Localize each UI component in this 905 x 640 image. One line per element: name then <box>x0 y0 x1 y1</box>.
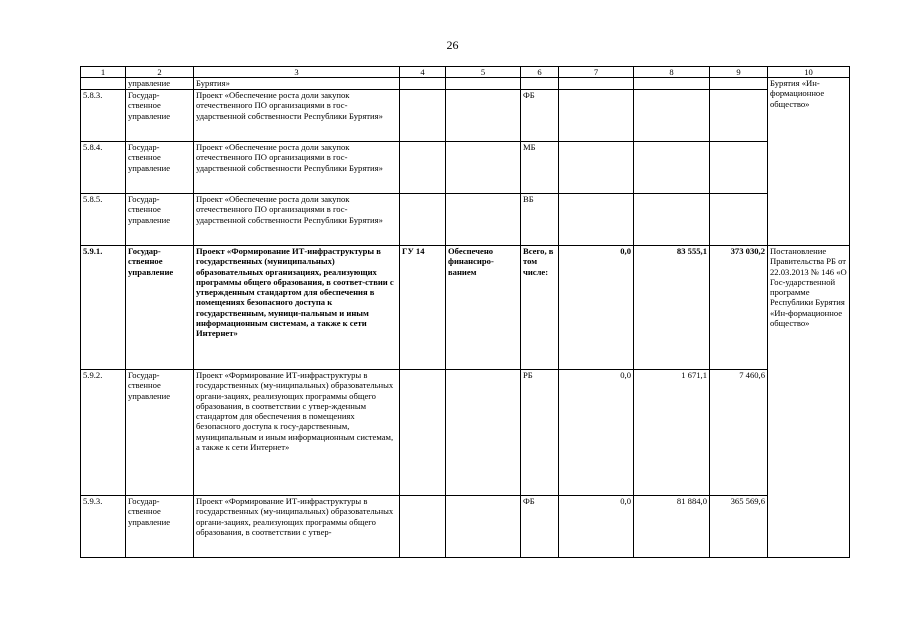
project-name-cell: Проект «Формирование ИТ-инфраструктуры в государственных (му-ниципальных) образовательных органи-зациях, реализующих программы общего образования, в соответствии с утвер-жденным стандартом для обеспечения в помещениях безопасного доступа к госу-дарственным, муниципальным и иным информационным системам, а также к сети Интернет» <box>194 370 400 496</box>
value-cell-8: 83 555,1 <box>634 246 710 370</box>
result-cell <box>446 496 521 558</box>
row-number <box>81 78 126 90</box>
table-row-total <box>81 246 850 370</box>
source-cell: ВБ <box>521 194 559 246</box>
row-number: 5.9.1. <box>81 246 126 370</box>
header-cell: 3 <box>194 67 400 78</box>
basis-document-cell: Бурятия «Ин-формационное общество» <box>768 78 850 246</box>
responsible-cell: Государ-ственное управление <box>126 246 194 370</box>
indicator-cell <box>400 142 446 194</box>
value-cell-7: 0,0 <box>559 496 634 558</box>
value-cell-9: 365 569,6 <box>710 496 768 558</box>
value-cell-7 <box>559 90 634 142</box>
table-row <box>81 78 850 90</box>
program-table <box>80 66 850 558</box>
responsible-cell: Государ-ственное управление <box>126 90 194 142</box>
source-cell: РБ <box>521 370 559 496</box>
source-cell: ФБ <box>521 496 559 558</box>
header-cell: 9 <box>710 67 768 78</box>
result-cell <box>446 90 521 142</box>
table-row <box>81 142 850 194</box>
header-cell: 8 <box>634 67 710 78</box>
value-cell-7: 0,0 <box>559 370 634 496</box>
result-cell <box>446 194 521 246</box>
value-cell-8 <box>634 90 710 142</box>
header-cell: 10 <box>768 67 850 78</box>
result-cell: Обеспечено финансиро-ванием <box>446 246 521 370</box>
value-cell-7 <box>559 194 634 246</box>
source-cell: ФБ <box>521 90 559 142</box>
header-cell: 5 <box>446 67 521 78</box>
row-number: 5.9.2. <box>81 370 126 496</box>
value-cell-9: 7 460,6 <box>710 370 768 496</box>
header-cell: 2 <box>126 67 194 78</box>
responsible-cell: Государ-ственное управление <box>126 194 194 246</box>
row-number: 5.9.3. <box>81 496 126 558</box>
value-cell-8: 1 671,1 <box>634 370 710 496</box>
project-name-cell: Проект «Обеспечение роста доли закупок отечественного ПО организациями в гос-ударственной собственности Республики Бурятия» <box>194 194 400 246</box>
project-name-cell: Проект «Формирование ИТ-инфраструктуры в государственных (муниципальных) образовательных организациях, реализующих программы общего образования, в соответ-ствии с утвержденным стандартом для обеспечения в помещениях безопасного доступа к государственным, муници-пальным и иным информационным системам, а также к сети Интернет» <box>194 246 400 370</box>
result-cell <box>446 142 521 194</box>
indicator-cell <box>400 194 446 246</box>
header-cell: 7 <box>559 67 634 78</box>
header-cell: 1 <box>81 67 126 78</box>
value-cell-7: 0,0 <box>559 246 634 370</box>
value-cell-7 <box>559 142 634 194</box>
source-cell <box>521 78 559 90</box>
page-number: 26 <box>446 38 459 52</box>
indicator-cell <box>400 78 446 90</box>
row-number: 5.8.3. <box>81 90 126 142</box>
value-cell-9: 373 030,2 <box>710 246 768 370</box>
table-row <box>81 90 850 142</box>
basis-document-cell: Постановление Правительства РБ от 22.03.2013 № 146 «О Гос-ударственной программе Республики Бурятия «Ин-формационное общество» <box>768 246 850 558</box>
value-cell-9 <box>710 78 768 90</box>
row-number: 5.8.5. <box>81 194 126 246</box>
table-row <box>81 194 850 246</box>
responsible-cell: управление <box>126 78 194 90</box>
project-name-cell: Проект «Обеспечение роста доли закупок отечественного ПО организациями в гос-ударственной собственности Республики Бурятия» <box>194 90 400 142</box>
responsible-cell: Государ-ственное управление <box>126 370 194 496</box>
responsible-cell: Государ-ственное управление <box>126 142 194 194</box>
value-cell-9 <box>710 142 768 194</box>
indicator-cell: ГУ 14 <box>400 246 446 370</box>
indicator-cell <box>400 90 446 142</box>
source-cell: МБ <box>521 142 559 194</box>
project-name-cell: Бурятия» <box>194 78 400 90</box>
project-name-cell: Проект «Обеспечение роста доли закупок отечественного ПО организациями в гос-ударственной собственности Республики Бурятия» <box>194 142 400 194</box>
value-cell-8 <box>634 194 710 246</box>
project-name-cell: Проект «Формирование ИТ-инфраструктуры в государственных (му-ниципальных) образовательных органи-зациях, реализующих программы общего образования, в соответствии с утвер- <box>194 496 400 558</box>
value-cell-9 <box>710 90 768 142</box>
header-cell: 6 <box>521 67 559 78</box>
indicator-cell <box>400 370 446 496</box>
indicator-cell <box>400 496 446 558</box>
value-cell-8 <box>634 78 710 90</box>
header-cell: 4 <box>400 67 446 78</box>
value-cell-8: 81 884,0 <box>634 496 710 558</box>
result-cell <box>446 78 521 90</box>
value-cell-9 <box>710 194 768 246</box>
header-row <box>81 67 850 78</box>
responsible-cell: Государ-ственное управление <box>126 496 194 558</box>
source-cell: Всего, в том числе: <box>521 246 559 370</box>
value-cell-7 <box>559 78 634 90</box>
result-cell <box>446 370 521 496</box>
value-cell-8 <box>634 142 710 194</box>
table-row <box>81 496 850 558</box>
table-row <box>81 370 850 496</box>
row-number: 5.8.4. <box>81 142 126 194</box>
